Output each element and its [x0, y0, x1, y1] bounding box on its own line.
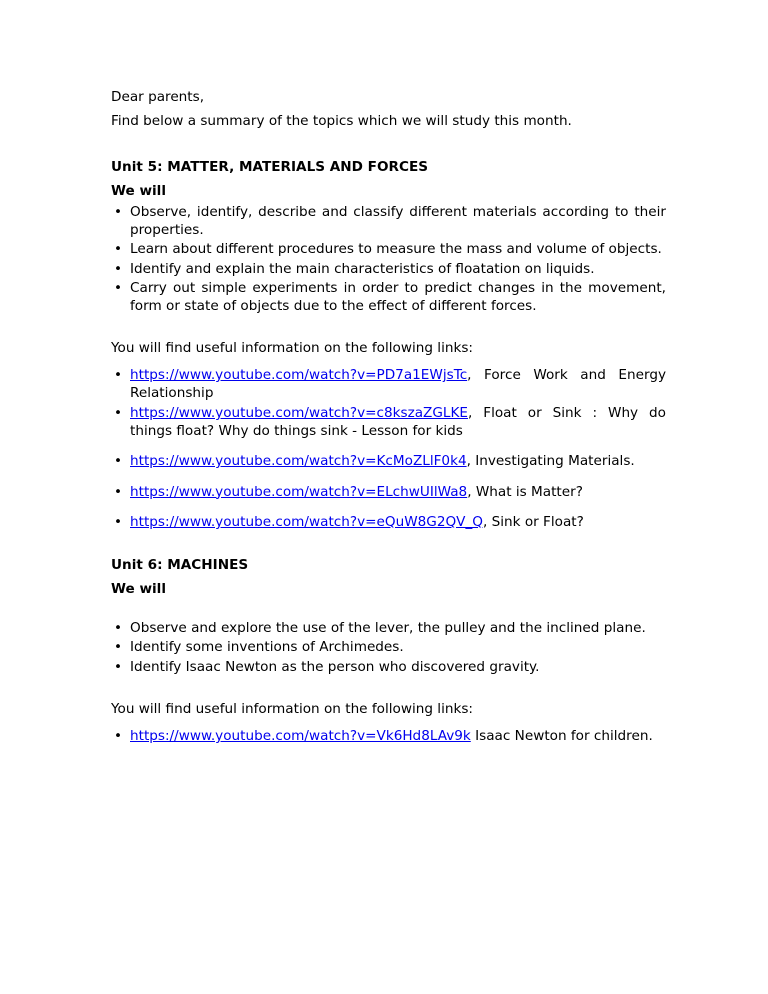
link-item — [111, 453, 666, 471]
unit6-we-will: We will — [111, 580, 166, 597]
link-description: , Sink or Float? — [482, 514, 584, 530]
list-item: • Identify Isaac Newton as the person who discovered gravity. — [111, 659, 666, 677]
video-link[interactable]: https://www.youtube.com/watch?v=KcMoZLlF0k4 — [130, 453, 467, 469]
intro-text: Find below a summary of the topics which we will study this month. — [111, 113, 572, 129]
list-item: • Observe and explore the use of the lever, the pulley and the inclined plane. — [111, 620, 666, 638]
unit5-links-intro: You will find useful information on the following links: — [111, 340, 474, 356]
video-link[interactable]: https://www.youtube.com/watch?v=ELchwUIlWa8 — [130, 483, 468, 500]
list-item: • Identify and explain the main characteristics of floatation on liquids. — [111, 261, 666, 279]
link-description: , Force Work and Energy Relationship — [130, 367, 666, 401]
unit6-objectives — [111, 620, 666, 677]
link-item — [111, 367, 666, 402]
link-item — [111, 514, 666, 532]
link-description: , What is Matter? — [467, 483, 583, 500]
unit5-objectives — [111, 204, 666, 315]
unit5-we-will: We will — [111, 183, 166, 199]
unit6-links-intro: You will find useful information on the following links: — [111, 701, 474, 717]
link-description: , Float or Sink : Why do things float? Why do things sink - Lesson for kids — [130, 405, 666, 439]
video-link[interactable]: https://www.youtube.com/watch?v=Vk6Hd8LAv9k — [130, 728, 471, 744]
greeting: Dear parents, — [111, 89, 205, 105]
video-link[interactable]: https://www.youtube.com/watch?v=c8kszaZGLKE — [130, 405, 468, 421]
link-item — [111, 728, 666, 746]
video-link[interactable]: https://www.youtube.com/watch?v=PD7a1EWjsTc — [130, 367, 468, 383]
unit6-title: Unit 6: MACHINES — [111, 556, 249, 573]
list-item: • Carry out simple experiments in order to predict changes in the movement, form or state of objects due to the effect of different forces. — [111, 280, 666, 315]
list-item: • Observe, identify, describe and classify different materials according to their properties. — [111, 204, 666, 239]
letter-page — [111, 86, 666, 749]
unit5-title: Unit 5: MATTER, MATERIALS AND FORCES — [111, 159, 429, 175]
list-item: • Identify some inventions of Archimedes. — [111, 639, 666, 657]
video-link[interactable]: https://www.youtube.com/watch?v=eQuW8G2QV_Q — [130, 514, 483, 530]
link-description: Isaac Newton for children. — [470, 728, 653, 744]
link-item — [111, 484, 666, 502]
list-item: • Learn about different procedures to measure the mass and volume of objects. — [111, 241, 666, 259]
link-item — [111, 405, 666, 440]
unit6-links — [111, 728, 666, 746]
unit5-links — [111, 367, 666, 532]
link-description: , Investigating Materials. — [466, 453, 635, 469]
